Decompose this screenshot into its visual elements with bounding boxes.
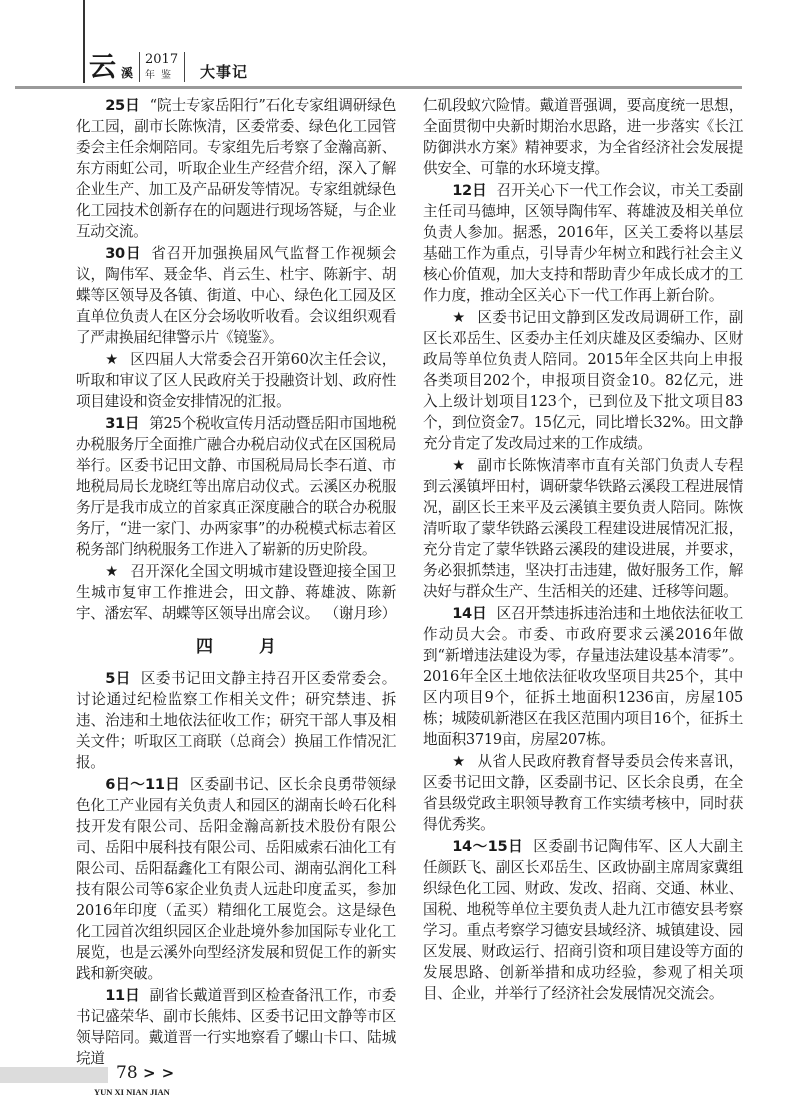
entry-date: 31日 bbox=[105, 415, 140, 432]
entry-paragraph bbox=[76, 413, 396, 560]
entry-paragraph bbox=[76, 561, 396, 624]
star-icon: ★ bbox=[452, 309, 466, 326]
entry-date: 12日 bbox=[452, 182, 487, 199]
page-number: 78 bbox=[116, 1063, 138, 1083]
entry-text: 副省长戴道晋到区检查备汛工作，市委书记盛荣华、副市长熊炜、区委书记田文静等市区领导陪同。戴道晋一行实地察看了螺山卡口、陆城垸道 bbox=[76, 987, 396, 1067]
entry-text: 第25个税收宣传月活动暨岳阳市国地税办税服务厅全面推广融合办税启动仪式在区国税局举行。区委书记田文静、市国税局局长李石道、市地税局局长龙晓红等出席启动仪式。云溪区办税服务厅是我市成立的首家真正深度融合的联合办税服务厅，“进一家门、办两家事”的办税模式标志着区税务部门纳税服务工作进入了崭新的历史阶段。 bbox=[76, 415, 397, 558]
header-vertical-line bbox=[83, 0, 85, 83]
section-title: 大事记 bbox=[200, 63, 249, 81]
entry-paragraph bbox=[423, 307, 743, 454]
entry-paragraph bbox=[423, 836, 743, 1004]
entry-paragraph bbox=[423, 603, 743, 750]
star-icon: ★ bbox=[105, 563, 119, 580]
star-icon: ★ bbox=[105, 351, 119, 368]
entry-text: 仁矶段蚁穴险情。戴道晋强调，要高度统一思想，全面贯彻中央新时期治水思路，进一步落实《长江防御洪水方案》精神要求，为全省经济社会发展提供安全、可靠的水环境支撑。 bbox=[423, 97, 743, 177]
footer-arrows: >> bbox=[143, 1064, 181, 1082]
header-separator bbox=[184, 52, 185, 82]
header-separator bbox=[139, 52, 140, 82]
header-nianjian: 年鉴 bbox=[145, 70, 177, 81]
entry-date: 6日～11日 bbox=[105, 776, 180, 793]
entry-date: 14日 bbox=[452, 605, 487, 622]
entry-text: 省召开加强换届风气监督工作视频会议，陶伟军、聂金华、肖云生、杜宇、陈新宇、胡蝶等区领导及各镇、街道、中心、绿色化工园及区直单位负责人在区分会场收听收看。会议组织观看了严肃换届纪律警示片《镜鉴》。 bbox=[76, 245, 396, 346]
entry-date: 5日 bbox=[105, 670, 131, 687]
entry-author: （谢月珍） bbox=[324, 605, 396, 622]
entry-text: “院士专家岳阳行”石化专家组调研绿色化工园，副市长陈恢清，区委常委、绿色化工园管委会主任余炯陪同。专家组先后考察了金瀚高新、东方雨虹公司，听取企业生产经营介绍，深入了解企业生产、加工及产品研发等情况。专家组就绿色化工园技术创新存在的问题进行现场答疑，与企业互动交流。 bbox=[76, 97, 396, 240]
entry-paragraph bbox=[76, 985, 396, 1069]
entry-paragraph bbox=[76, 774, 396, 984]
entry-paragraph bbox=[423, 180, 743, 306]
entry-date: 14～15日 bbox=[452, 838, 524, 855]
header-logo-yun: 云 bbox=[89, 52, 116, 83]
entry-text: 副市长陈恢清率市直有关部门负责人专程到云溪镇坪田村，调研蒙华铁路云溪段工程进展情况，副区长王来平及云溪镇主要负责人陪同。陈恢清听取了蒙华铁路云溪段工程建设进展情况汇报，充分肯定了蒙华铁路云溪段的建设进展，并要求，务必狠抓禁违，坚决打击违建，做好服务工作，解决好与群众生产、生活相关的还建、迁移等问题。 bbox=[423, 457, 743, 600]
star-icon: ★ bbox=[452, 457, 466, 474]
star-icon: ★ bbox=[452, 753, 466, 770]
entry-paragraph bbox=[423, 751, 743, 835]
entry-paragraph bbox=[423, 455, 743, 602]
entry-text: 区四届人大常委会召开第60次主任会议，听取和审议了区人民政府关于投融资计划、政府性项目建设和资金安排情况的汇报。 bbox=[76, 351, 396, 410]
entry-paragraph bbox=[76, 243, 396, 348]
entry-text: 区委副书记、区长余良勇带领绿色化工产业园有关负责人和园区的湖南长岭石化科技开发有限公司、岳阳金瀚高新技术股份有限公司、岳阳中展科技有限公司、岳阳威索石油化工有限公司、岳阳磊鑫化工有限公司、湖南弘润化工科技有限公司等6家企业负责人远赴印度孟买，参加2016年印度（孟买）精细化工展览会。这是绿色化工园首次组织园区企业赴境外参加国际专业化工展览，也是云溪外向型经济发展和贸促工作的新实践和新突破。 bbox=[76, 776, 396, 982]
entry-paragraph bbox=[76, 668, 396, 773]
entry-date: 25日 bbox=[105, 97, 140, 114]
left-column bbox=[76, 95, 396, 1070]
entry-text: 召开深化全国文明城市建设暨迎接全国卫生城市复审工作推进会，田文静、蒋雄波、陈新宇、潘宏军、胡蝶等区领导出席会议。 bbox=[76, 563, 396, 622]
entry-text: 从省人民政府教育督导委员会传来喜讯，区委书记田文静，区委副书记、区长余良勇，在全省县级党政主职领导教育工作实绩考核中，同时获得优秀奖。 bbox=[423, 753, 743, 833]
journal-name: YUN XI NIAN JIAN bbox=[94, 1087, 170, 1097]
entry-text: 区委书记田文静到区发改局调研工作，副区长邓岳生、区委办主任刘庆雄及区委编办、区财政局等单位负责人陪同。2015年全区共向上申报各类项目202个，申报项目资金10。82亿元，进入上级计划项目123个，已到位及下批文项目83个，到位资金7。15亿元，同比增长32%。田文静充分肯定了发改局过来的工作成绩。 bbox=[423, 309, 743, 452]
month-heading: 四 月 bbox=[196, 637, 296, 657]
footer-bar bbox=[0, 1067, 108, 1083]
entry-paragraph bbox=[76, 349, 396, 412]
header-year: 2017 bbox=[145, 52, 179, 67]
entry-date: 30日 bbox=[105, 245, 142, 262]
entry-paragraph bbox=[423, 95, 743, 179]
entry-paragraph bbox=[76, 95, 396, 242]
header-logo-xi: 溪 bbox=[121, 66, 134, 80]
header-rule bbox=[15, 86, 742, 89]
entry-text: 区召开禁违拆违治违和土地依法征收工作动员大会。市委、市政府要求云溪2016年做到“新增违法建设为零，存量违法建设基本清零”。2016年全区土地依法征收攻坚项目共25个，其中区内项目9个，征拆土地面积1236亩，房屋105栋；城陵矶新港区在我区范围内项目16个，征拆土地面积3719亩，房屋207栋。 bbox=[423, 605, 743, 748]
entry-text: 区委副书记陶伟军、区人大副主任颜跃飞、副区长邓岳生、区政协副主席周家冀组织绿色化工园、财政、发改、招商、交通、林业、国税、地税等单位主要负责人赴九江市德安县考察学习。重点考察学习德安县域经济、城镇建设、园区发展、财政运行、招商引资和项目建设等方面的发展思路、创新举措和成功经验，参观了相关项目、企业，并举行了经济社会发展情况交流会。 bbox=[423, 838, 743, 1002]
entry-text: 区委书记田文静主持召开区委常委会。讨论通过纪检监察工作相关文件；研究禁违、拆违、治违和土地依法征收工作；研究干部人事及相关文件；听取区工商联（总商会）换届工作情况汇报。 bbox=[76, 670, 396, 771]
right-column bbox=[423, 95, 743, 1005]
entry-text: 召开关心下一代工作会议，市关工委副主任司马德坤，区领导陶伟军、蒋雄波及相关单位负责人参加。据悉，2016年，区关工委将以基层基础工作为重点，引导青少年树立和践行社会主义核心价值观，加大支持和帮助青少年成长成才的工作力度，推动全区关心下一代工作再上新台阶。 bbox=[423, 182, 743, 304]
entry-date: 11日 bbox=[105, 987, 140, 1004]
